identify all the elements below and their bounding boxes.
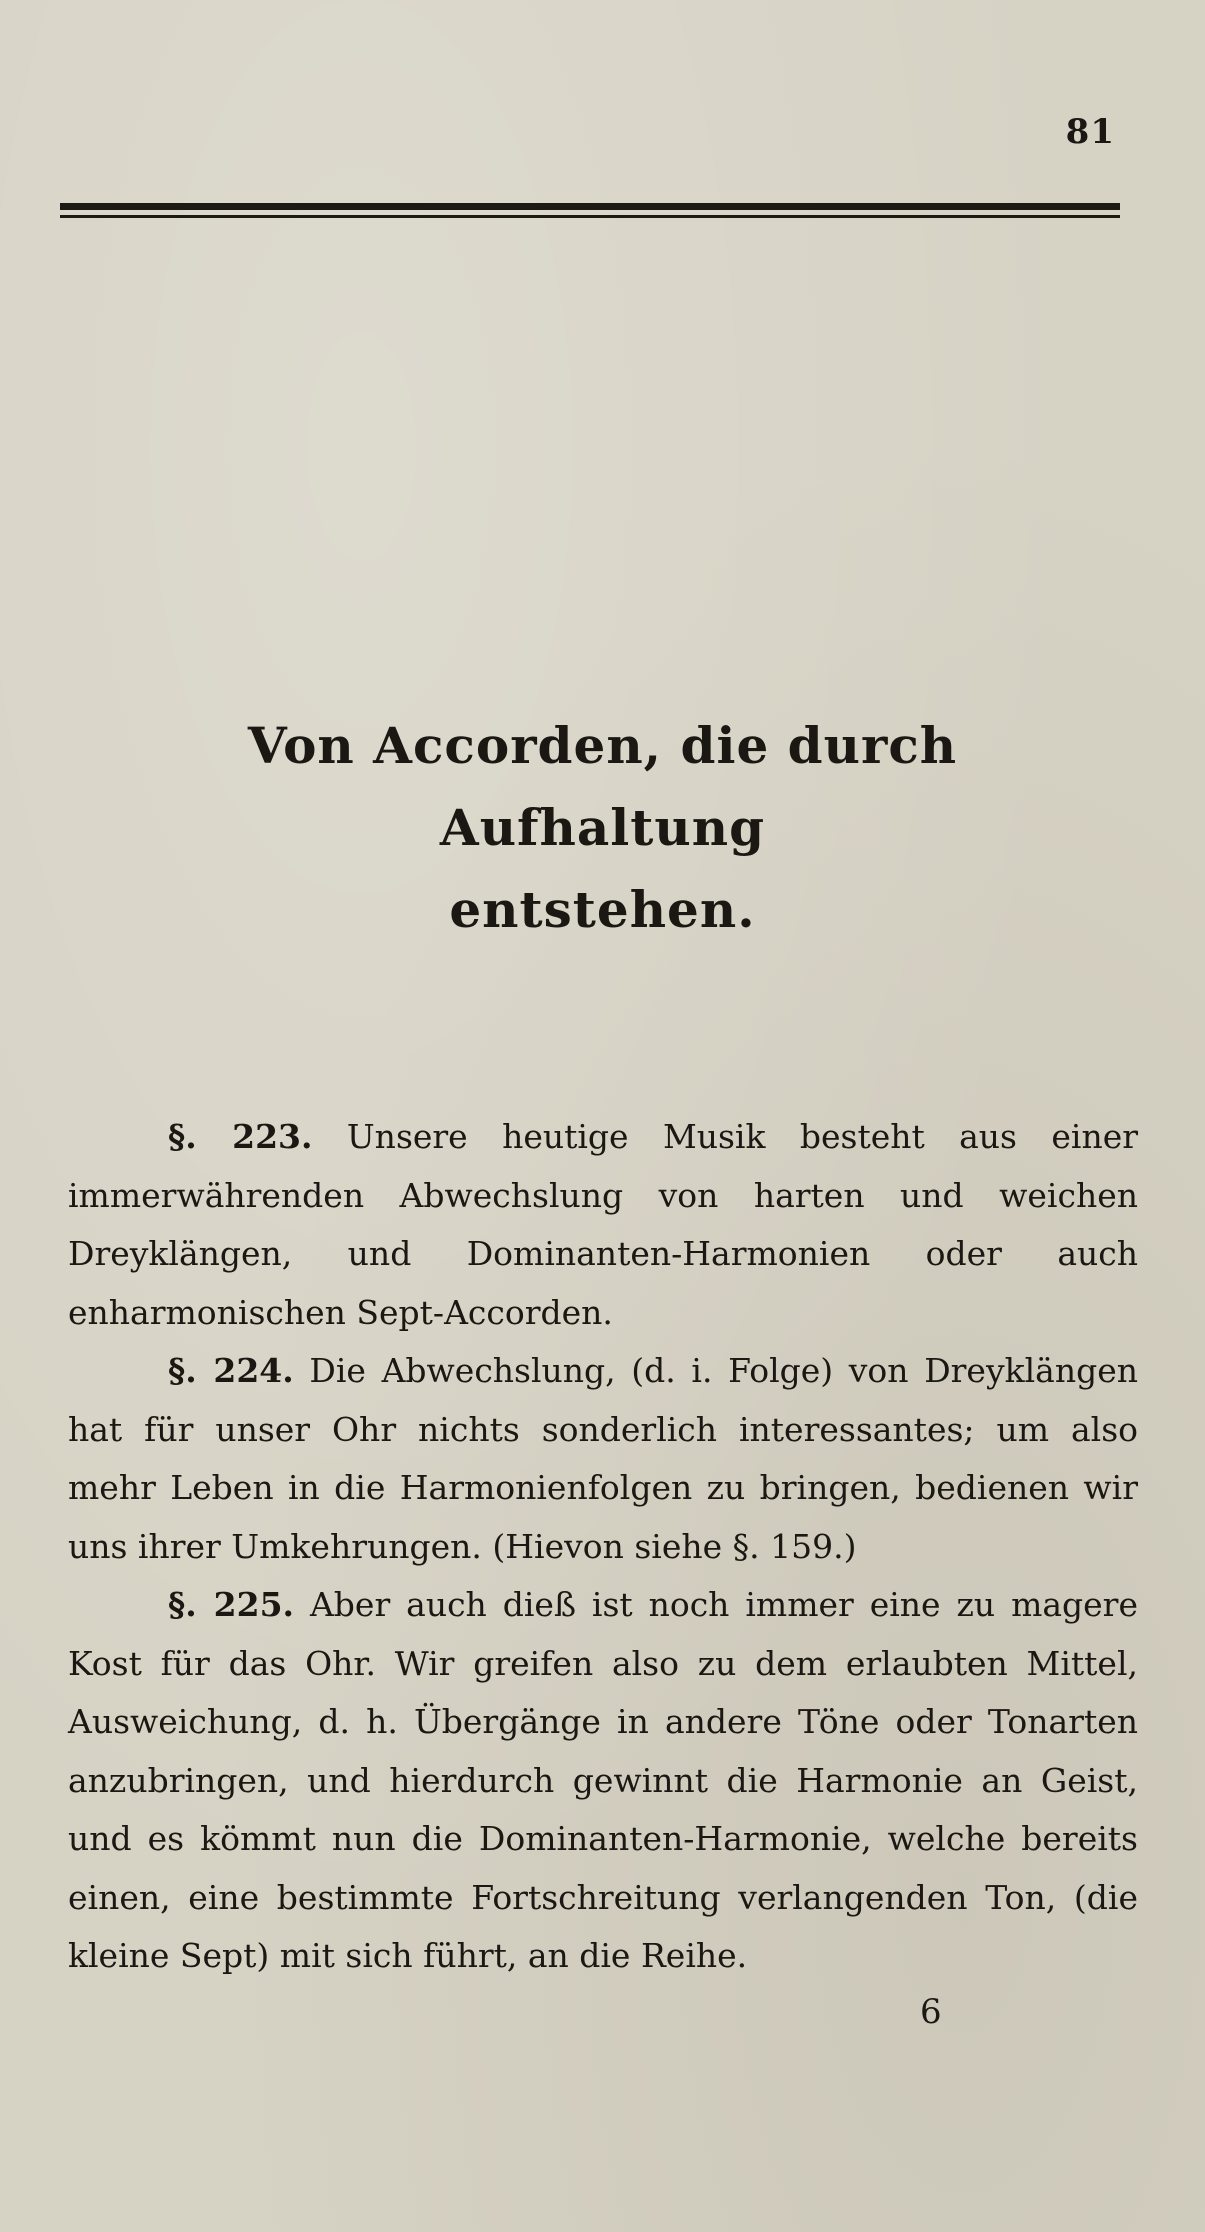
header-rule-thin — [60, 215, 1120, 218]
page-number: 81 — [1065, 112, 1115, 152]
paragraph-224 — [68, 1342, 1138, 1576]
paragraph-223 — [68, 1108, 1138, 1342]
chapter-title-line-2: entstehen. — [449, 880, 756, 939]
header-rule-thick — [60, 203, 1120, 210]
paragraph-text: Die Abwechslung, (d. i. Folge) von Dreyklängen hat für unser Ohr nichts sonderlich interessantes; um also mehr Leben in die Harmonienfolgen zu bringen, bedienen wir uns ihrer Umkehrungen. (Hievon siehe §. 159.) — [68, 1351, 1138, 1566]
paragraph-225 — [68, 1576, 1138, 1986]
signature-mark: 6 — [920, 1992, 942, 2032]
body-text — [68, 1108, 1138, 1986]
chapter-title-line-1: Von Accorden, die durch Aufhaltung — [247, 716, 958, 857]
paragraph-text: Aber auch dieß ist noch immer eine zu magere Kost für das Ohr. Wir greifen also zu dem erlaubten Mittel, Ausweichung, d. h. Übergänge in andere Töne oder Tonarten anzubringen, und hierdurch gewinnt die Harmonie an Geist, und es kömmt nun die Dominanten-Harmonie, welche bereits einen, eine bestimmte Fortschreitung verlangenden Ton, (die kleine Sept) mit sich führt, an die Reihe. — [68, 1585, 1138, 1975]
section-number: §. 225. — [168, 1585, 295, 1624]
section-number: §. 224. — [168, 1351, 294, 1390]
paragraph-text: Unsere heutige Musik besteht aus einer immerwährenden Abwechslung von harten und weichen Dreyklängen, und Dominanten-Harmonien oder auch enharmonischen Sept-Accorden. — [68, 1117, 1138, 1332]
section-number: §. 223. — [168, 1117, 313, 1156]
chapter-title — [80, 705, 1125, 951]
